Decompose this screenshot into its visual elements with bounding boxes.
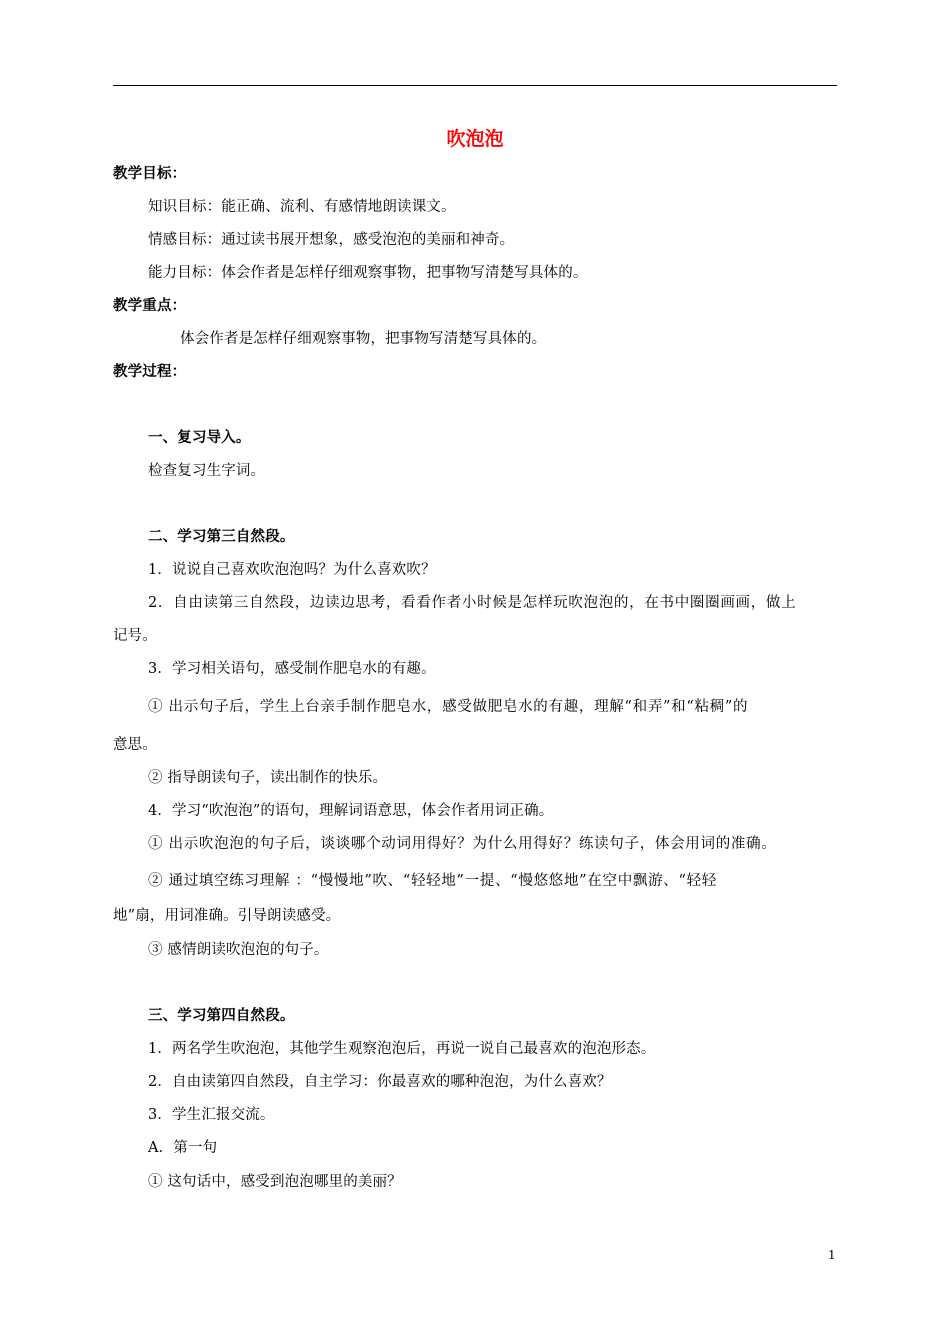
list-item: 1．两名学生吹泡泡，其他学生观察泡泡后，再说一说自己最喜欢的泡泡形态。 <box>148 1041 656 1057</box>
paragraph: 检查复习生字词。 <box>148 463 266 479</box>
sub-item: ② 指导朗读句子，读出制作的快乐。 <box>148 770 388 786</box>
sub-item: ① 出示句子后，学生上台亲手制作肥皂水，感受做肥皂水的有趣，理解“和弄”和“粘稠”的 <box>148 699 749 715</box>
list-item: 3．学生汇报交流。 <box>148 1107 275 1123</box>
goal-ability: 能力目标：体会作者是怎样仔细观察事物，把事物写清楚写具体的。 <box>148 265 588 281</box>
list-item: 3．学习相关语句，感受制作肥皂水的有趣。 <box>148 661 436 677</box>
list-item: 2．自由读第三自然段，边读边思考，看看作者小时候是怎样玩吹泡泡的，在书中圈圈画画，做上 <box>148 595 797 611</box>
process-heading: 教学过程： <box>113 364 187 380</box>
sub-item: ② 通过填空练习理解 ：“慢慢地”吹、“轻轻地”一提、“慢悠悠地”在空中飘游、“轻轻 <box>148 873 718 889</box>
sub-item: ① 这句话中，感受到泡泡哪里的美丽？ <box>148 1174 402 1190</box>
list-item: 4．学习“吹泡泡”的语句，理解词语意思，体会作者用词正确。 <box>148 803 554 819</box>
section-heading: 二、学习第三自然段。 <box>148 529 295 545</box>
key-text: 体会作者是怎样仔细观察事物，把事物写清楚写具体的。 <box>180 331 547 347</box>
sub-item-continued: 地”扇，用词准确。引导朗读感受。 <box>113 908 341 924</box>
sub-item-continued: 意思。 <box>113 737 157 753</box>
section-heading: 三、学习第四自然段。 <box>148 1008 295 1024</box>
header-rule <box>113 85 837 86</box>
sub-item: ③ 感情朗读吹泡泡的句子。 <box>148 942 329 958</box>
page-number: 1 <box>828 1248 836 1262</box>
key-heading: 教学重点： <box>113 298 187 314</box>
goal-emotion: 情感目标：通过读书展开想象，感受泡泡的美丽和神奇。 <box>148 232 515 248</box>
sub-item: ① 出示吹泡泡的句子后，谈谈哪个动词用得好？为什么用得好？练读句子，体会用词的准确。 <box>148 836 777 852</box>
list-item: A．第一句 <box>148 1140 218 1156</box>
goals-heading: 教学目标： <box>113 166 187 182</box>
list-item: 2．自由读第四自然段，自主学习：你最喜欢的哪种泡泡，为什么喜欢？ <box>148 1074 612 1090</box>
section-heading: 一、复习导入。 <box>148 430 251 446</box>
document-title: 吹泡泡 <box>446 128 504 150</box>
list-item-continued: 记号。 <box>113 628 157 644</box>
goal-knowledge: 知识目标：能正确、流利、有感情地朗读课文。 <box>148 199 456 215</box>
list-item: 1．说说自己喜欢吹泡泡吗？为什么喜欢吹？ <box>148 562 436 578</box>
